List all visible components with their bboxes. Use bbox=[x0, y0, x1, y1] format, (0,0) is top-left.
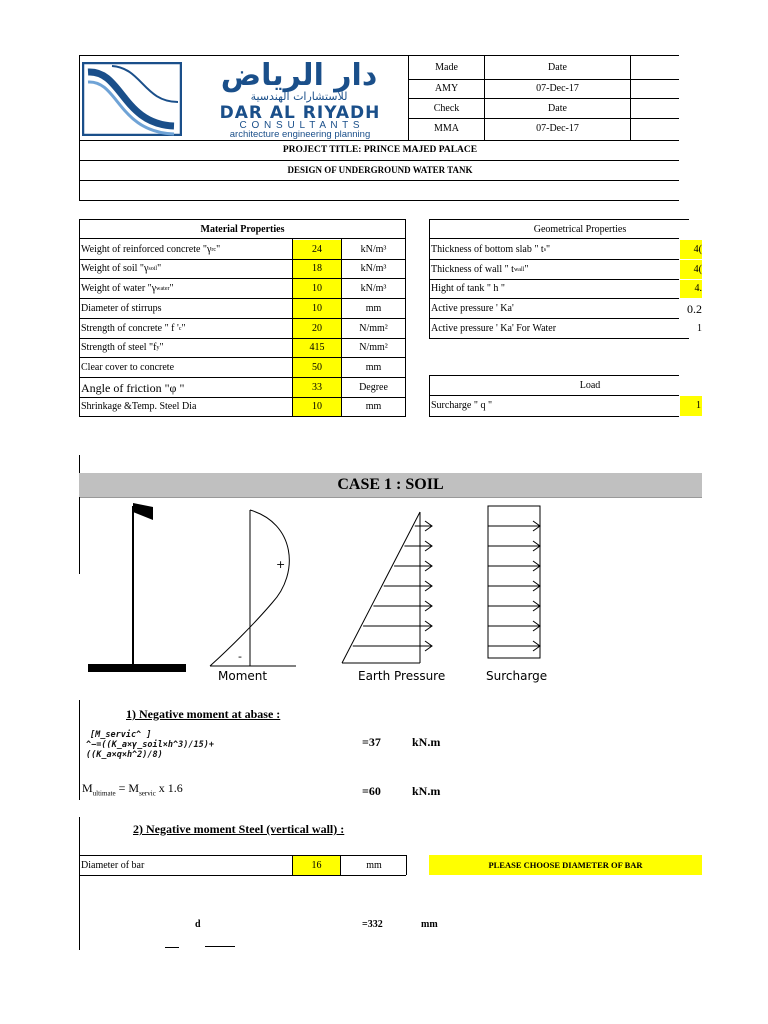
surcharge-value: 1 bbox=[680, 396, 702, 416]
formula-block bbox=[86, 730, 214, 760]
case-title-bar bbox=[79, 473, 702, 498]
moment-label: Moment bbox=[218, 669, 268, 683]
geometry-label: Active pressure ' Ka' bbox=[431, 302, 514, 314]
formula-line-1: [M_servic^ ] bbox=[90, 730, 152, 740]
surcharge-arrow bbox=[488, 601, 540, 611]
surcharge-arrow bbox=[488, 621, 540, 631]
material-label: Diameter of stirrups bbox=[81, 302, 162, 314]
material-label: Clear cover to concrete bbox=[81, 361, 175, 373]
material-unit: N/mm² bbox=[359, 322, 388, 334]
moment-unit-2: kN.m bbox=[412, 784, 441, 798]
design-title: DESIGN OF UNDERGROUND WATER TANK bbox=[287, 165, 473, 175]
cutoff-partial bbox=[165, 945, 265, 950]
case-title: CASE 1 : SOIL bbox=[337, 476, 444, 493]
d-unit: mm bbox=[421, 919, 438, 930]
date-value-2: 07-Dec-17 bbox=[536, 123, 579, 134]
date-value-1: 07-Dec-17 bbox=[536, 83, 579, 94]
geometry-title: Geometrical Properties bbox=[533, 224, 627, 235]
material-title: Material Properties bbox=[200, 224, 285, 235]
material-label: Weight of soil "γ soil " bbox=[81, 263, 162, 274]
earth-arrow bbox=[404, 541, 432, 551]
material-unit: mm bbox=[365, 361, 382, 373]
logo-arabic-sub: للاستشارات الهندسية bbox=[250, 90, 348, 103]
project-title: PROJECT TITLE: PRINCE MAJED PALACE bbox=[282, 144, 478, 155]
made-label: Made bbox=[435, 62, 458, 73]
surcharge-diagram-label: Surcharge bbox=[486, 669, 548, 683]
earth-pressure-label: Earth Pressure bbox=[358, 669, 446, 683]
made-value: AMY bbox=[434, 83, 459, 94]
material-label: Strength of concrete " f ' c " bbox=[81, 322, 186, 334]
moment-unit-1: kN.m bbox=[412, 735, 441, 749]
geometry-value[interactable]: 4( bbox=[680, 240, 702, 259]
logo-name: DAR AL RIYADH bbox=[219, 103, 381, 123]
material-value[interactable]: 18 bbox=[293, 260, 341, 278]
ultimate-sub: ultimate bbox=[92, 789, 116, 798]
ultimate-eq: = M bbox=[115, 781, 140, 795]
geometry-label: Thickness of wall " t wall " bbox=[431, 263, 529, 275]
geometry-value: 0.2 bbox=[680, 299, 702, 318]
material-value[interactable]: 33 bbox=[293, 378, 341, 397]
material-unit: mm bbox=[365, 302, 382, 314]
logo-consultants: C O N S U L T A N T S bbox=[239, 120, 361, 131]
surcharge-arrow bbox=[488, 521, 540, 531]
ultimate-formula bbox=[82, 781, 183, 797]
date-label-2: Date bbox=[548, 102, 567, 114]
earth-arrow bbox=[373, 601, 432, 611]
material-unit: Degree bbox=[359, 381, 388, 393]
material-value[interactable]: 50 bbox=[293, 358, 341, 377]
geometry-value: 1 bbox=[697, 322, 702, 334]
section1-heading: 1) Negative moment at abase : bbox=[126, 707, 281, 721]
servic-sub: servic bbox=[139, 789, 156, 798]
section2-heading: 2) Negative moment Steel (vertical wall) : bbox=[133, 822, 345, 836]
surcharge-arrow bbox=[488, 541, 540, 551]
logo-arabic: دار الرياض bbox=[220, 58, 378, 93]
earth-arrow bbox=[415, 521, 432, 531]
logo-mark-icon bbox=[82, 62, 182, 136]
geometry-label: Thickness of bottom slab " t s " bbox=[431, 243, 551, 255]
moment-result-2: =60 bbox=[362, 784, 381, 798]
company-logo bbox=[82, 60, 406, 138]
date-label-1: Date bbox=[548, 62, 567, 73]
moment-result-1: =37 bbox=[362, 735, 381, 749]
material-value[interactable]: 10 bbox=[293, 299, 341, 318]
moment-plus: + bbox=[276, 558, 286, 571]
geometry-value[interactable]: 4. bbox=[680, 280, 702, 298]
material-label: Angle of friction "φ " bbox=[81, 380, 185, 395]
material-value[interactable]: 10 bbox=[293, 398, 341, 416]
diameter-label: Diameter of bar bbox=[81, 859, 145, 871]
load-title: Load bbox=[579, 380, 601, 391]
surcharge-label: Surcharge " q " bbox=[431, 400, 493, 411]
material-value[interactable]: 415 bbox=[293, 339, 341, 357]
geometry-label: Active pressure ' Ka' For Water bbox=[431, 322, 557, 334]
surcharge-arrow bbox=[488, 581, 540, 591]
formula-line-2: ^−=((K_a×γ_soil×h^3)/15)+ bbox=[86, 740, 214, 750]
geometry-label: Hight of tank " h " bbox=[431, 283, 505, 294]
earth-arrow bbox=[384, 581, 432, 591]
surcharge-arrow bbox=[488, 641, 540, 651]
earth-arrow bbox=[394, 561, 432, 571]
choose-diameter-note: PLEASE CHOOSE DIAMETER OF BAR bbox=[429, 855, 702, 875]
earth-arrow bbox=[363, 621, 432, 631]
material-value[interactable]: 24 bbox=[293, 240, 341, 259]
ultimate-m: M bbox=[82, 781, 93, 795]
flag-icon bbox=[133, 503, 153, 520]
material-unit: kN/m³ bbox=[360, 282, 387, 294]
surcharge-arrow bbox=[488, 561, 540, 571]
material-label: Shrinkage &Temp. Steel Dia bbox=[81, 401, 197, 412]
diameter-unit: mm bbox=[366, 859, 382, 871]
logo-tagline: architecture engineering planning bbox=[229, 129, 371, 140]
material-value[interactable]: 10 bbox=[293, 279, 341, 298]
moment-minus: - bbox=[238, 650, 242, 663]
material-label: Strength of steel "f y " bbox=[81, 342, 164, 353]
material-label: Weight of reinforced concrete "γ rc " bbox=[81, 243, 221, 255]
ultimate-tail: x 1.6 bbox=[155, 781, 183, 795]
d-label: d bbox=[195, 919, 201, 930]
material-unit: kN/m³ bbox=[360, 243, 387, 255]
material-value[interactable]: 20 bbox=[293, 319, 341, 338]
formula-line-3: ((K_a×q×h^2)/8) bbox=[86, 750, 163, 760]
load-diagram bbox=[80, 498, 560, 688]
d-value: =332 bbox=[362, 919, 383, 930]
material-unit: kN/m³ bbox=[360, 263, 387, 274]
check-value: MMA bbox=[433, 123, 459, 134]
material-unit: mm bbox=[365, 401, 382, 412]
geometry-value[interactable]: 4( bbox=[680, 260, 702, 279]
material-label: Weight of water "γ water " bbox=[81, 282, 174, 294]
diameter-input[interactable]: 16 bbox=[292, 856, 341, 875]
material-unit: N/mm² bbox=[359, 342, 388, 353]
check-label: Check bbox=[433, 102, 460, 114]
